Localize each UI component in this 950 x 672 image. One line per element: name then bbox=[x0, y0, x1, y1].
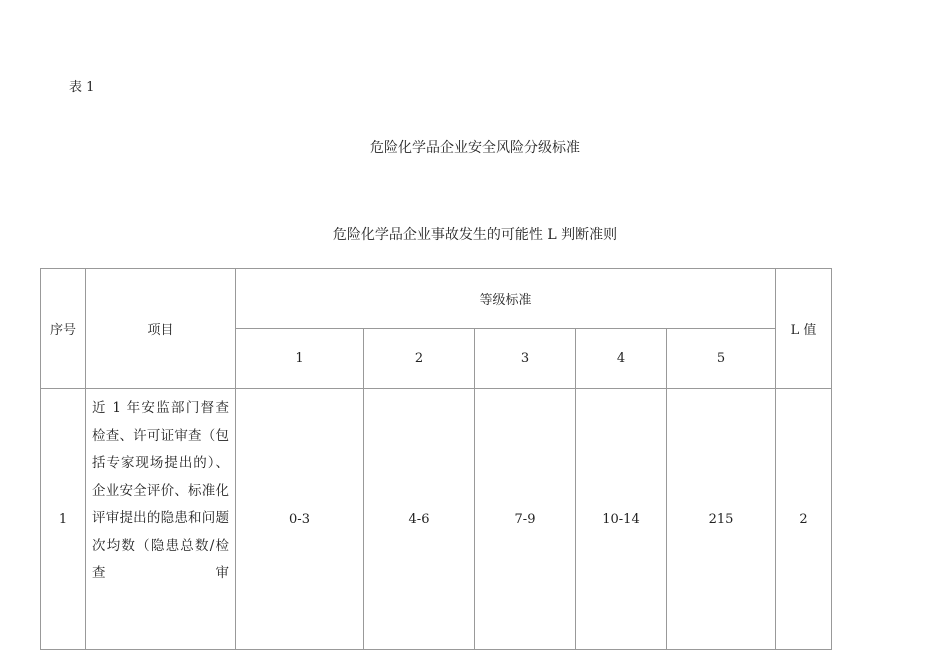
document-title: 危险化学品企业安全风险分级标准 bbox=[370, 140, 580, 156]
row-seq: 1 bbox=[41, 389, 86, 650]
criteria-table-container bbox=[40, 268, 831, 581]
header-grade: 等级标准 bbox=[236, 269, 776, 329]
header-level-5: 5 bbox=[667, 329, 776, 389]
header-seq: 序号 bbox=[41, 269, 86, 389]
row-level-5-value: 215 bbox=[667, 389, 776, 650]
header-level-3: 3 bbox=[475, 329, 576, 389]
row-level-2-value: 4-6 bbox=[364, 389, 475, 650]
table-label: 表 1 bbox=[69, 80, 95, 95]
row-item bbox=[86, 389, 236, 650]
table-title: 危险化学品企业事故发生的可能性 L 判断准则 bbox=[332, 227, 618, 243]
criteria-table bbox=[40, 268, 832, 650]
header-level-1: 1 bbox=[236, 329, 364, 389]
header-level-2: 2 bbox=[364, 329, 475, 389]
row-item-text: 近 1 年安监部门督查检查、许可证审查（包括专家现场提出的）、企业安全评价、标准化评审提出的隐患和问题次均数（隐患总数/检查审 bbox=[92, 400, 229, 581]
header-lvalue: L 值 bbox=[776, 269, 832, 389]
row-level-4-value: 10-14 bbox=[576, 389, 667, 650]
header-row bbox=[41, 269, 832, 329]
header-item: 项目 bbox=[86, 269, 236, 389]
row-level-3-value: 7-9 bbox=[475, 389, 576, 650]
row-level-1-value: 0-3 bbox=[236, 389, 364, 650]
table-row bbox=[41, 389, 832, 650]
row-lvalue: 2 bbox=[776, 389, 832, 650]
header-level-4: 4 bbox=[576, 329, 667, 389]
